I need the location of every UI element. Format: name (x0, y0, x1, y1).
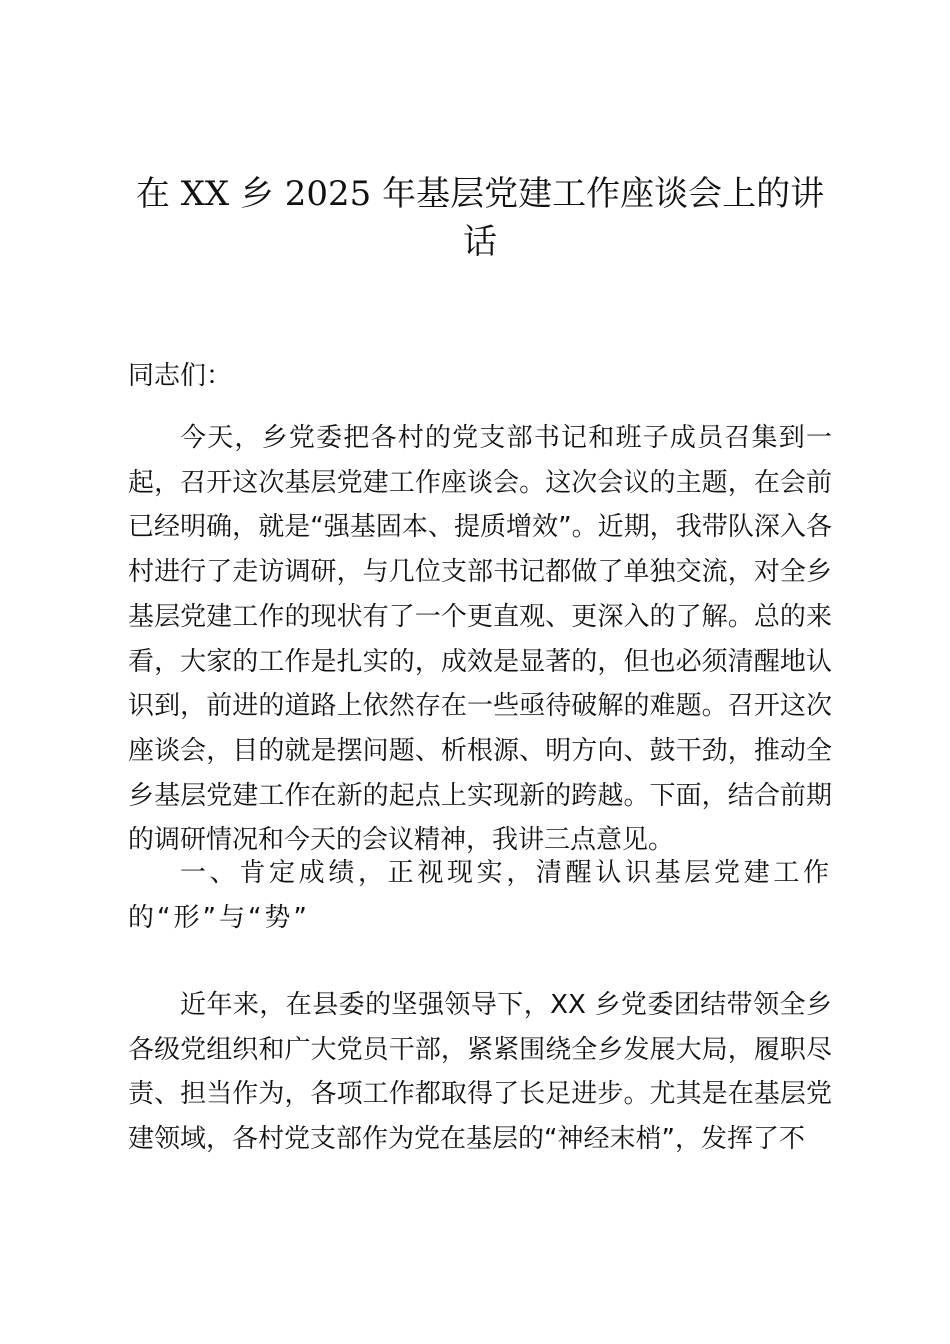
opening-paragraph: 今天，乡党委把各村的党支部书记和班子成员召集到一起，召开这次基层党建工作座谈会。这次会议的主题，在会前已经明确，就是“强基固本、提质增效”。近期，我带队深入各村进行了走访调研，与几位支部书记都做了单独交流，对全乡基层党建工作的现状有了一个更直观、更深入的了解。总的来看，大家的工作是扎实的，成效是显著的，但也必须清醒地认识到，前进的道路上依然存在一些亟待破解的难题。召开这次座谈会，目的就是摆问题、析根源、明方向、鼓干劲，推动全乡基层党建工作在新的起点上实现新的跨越。下面，结合前期的调研情况和今天的会议精神，我讲三点意见。 (128, 423, 832, 856)
salutation: 同志们： (128, 361, 233, 391)
section-heading-1: 一、肯定成绩，正视现实，清醒认识基层党建工作的“形”与“势” (128, 858, 832, 933)
document-title: 在 XX 乡 2025 年基层党建工作座谈会上的讲话 (135, 174, 825, 262)
section-1-paragraph: 近年来，在县委的坚强领导下，XX 乡党委团结带领全乡各级党组织和广大党员干部，紧紧围绕全乡发展大局，履职尽责、担当作为，各项工作都取得了长足进步。尤其是在基层党建领域，各村党支部作为党在基层的“神经末梢”，发挥了不 (128, 990, 832, 1155)
